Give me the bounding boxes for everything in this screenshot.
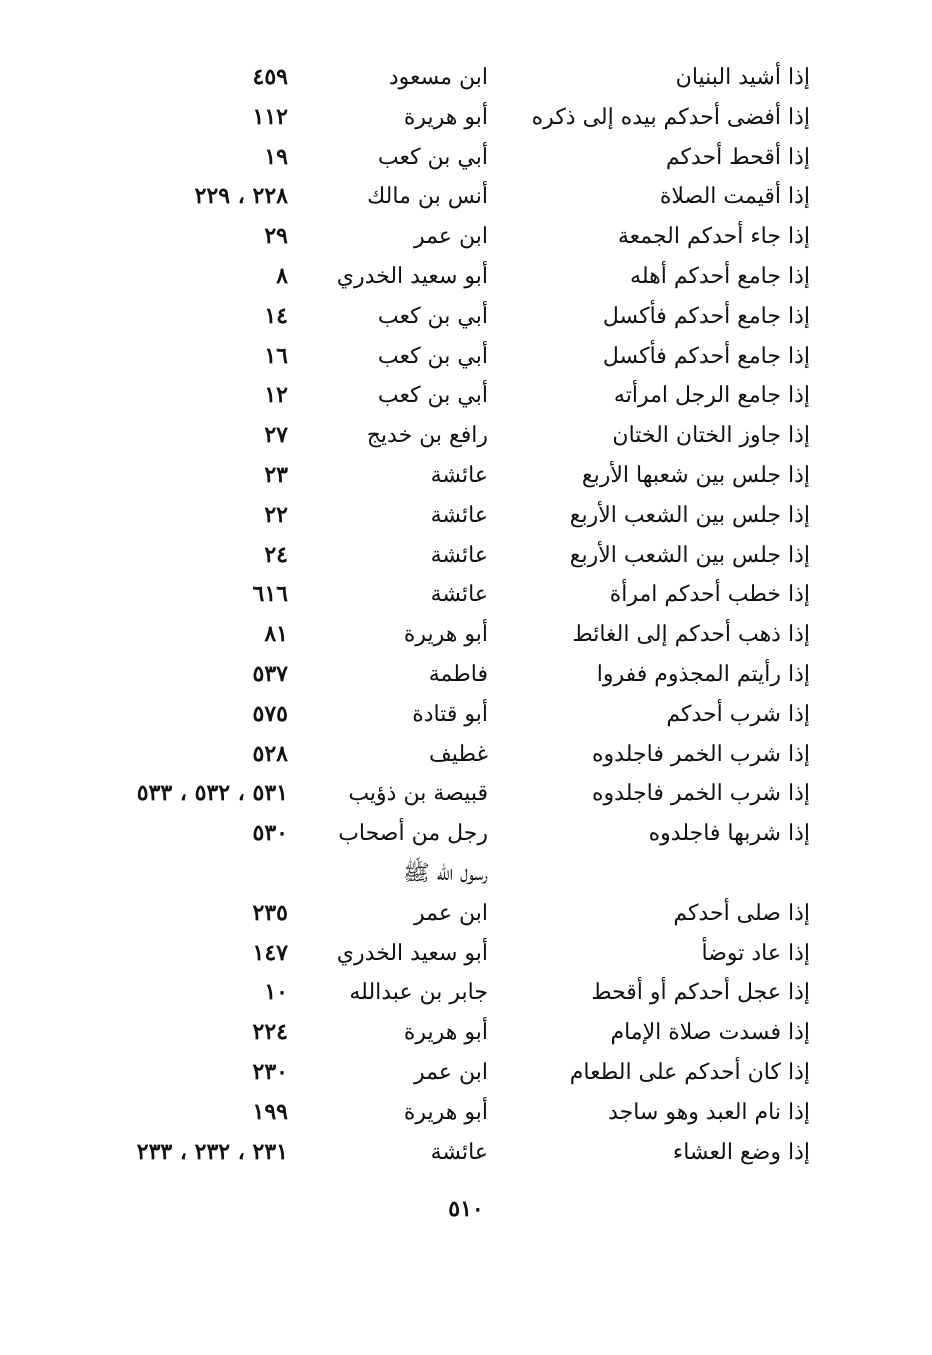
page-refs: ٦١٦ (252, 581, 288, 608)
page-refs: ١٤ (264, 302, 288, 329)
narrator-name: ابن عمر (414, 224, 488, 250)
table-row (0, 98, 932, 138)
narrator-name: أبي بن كعب (377, 383, 488, 409)
narrator-name: أبو سعيد الخدري (336, 940, 488, 966)
table-row (0, 1013, 932, 1053)
narrator-name: أبي بن كعب (377, 303, 488, 329)
narrator-name: رافع بن خديج (366, 423, 488, 449)
narrator-name: فاطمة (428, 661, 488, 687)
page-refs: ٤٥٩ (252, 64, 288, 90)
table-row (0, 814, 932, 854)
narrator-name: قبيصة بن ذؤيب (348, 781, 488, 807)
hadith-text: إذا شرب أحدكم (666, 701, 810, 727)
hadith-text: إذا شرب الخمر فاجلدوه (592, 781, 810, 807)
table-row (0, 695, 932, 735)
table-row (0, 496, 932, 536)
hadith-text: إذا ذهب أحدكم إلى الغائط (572, 622, 810, 648)
hadith-text: إذا عجل أحدكم أو أقحط (591, 980, 810, 1006)
page-refs: ٢٣١ ، ٢٣٢ ، ٢٣٣ (136, 1138, 288, 1165)
table-row (0, 257, 932, 297)
hadith-text: إذا أقيمت الصلاة (659, 184, 810, 210)
page-refs: ٨١ (264, 621, 288, 648)
hadith-text: إذا جلس بين شعبها الأربع (581, 462, 810, 488)
page-refs: ٥٣٧ (252, 660, 288, 687)
page-refs: ٢٣٥ (252, 899, 288, 926)
narrator-name: أبو هريرة (403, 622, 488, 648)
narrator-name: أبو سعيد الخدري (336, 263, 488, 289)
page-refs: ١٢ (264, 382, 288, 409)
narrator-name: ابن عمر (414, 900, 488, 926)
table-row (0, 217, 932, 257)
page-refs: ١١٢ (252, 103, 288, 130)
table-row (0, 774, 932, 814)
hadith-text: إذا جلس بين الشعب الأربع (569, 542, 810, 568)
page-refs: ٢٤ (264, 541, 288, 568)
hadith-text: إذا نام العبد وهو ساجد (608, 1099, 810, 1125)
table-row (0, 1133, 932, 1173)
table-row (0, 615, 932, 655)
hadith-text: إذا وضع العشاء (672, 1139, 810, 1165)
narrator-name: عائشة (430, 462, 488, 488)
index-table (0, 58, 932, 1172)
table-row (0, 416, 932, 456)
narrator-name: غطيف (429, 741, 488, 767)
hadith-text: إذا كان أحدكم على الطعام (569, 1059, 810, 1085)
narrator-name: أبي بن كعب (377, 144, 488, 170)
table-row (0, 655, 932, 695)
hadith-text: إذا عاد توضأ (701, 940, 810, 966)
narrator-name: رجل من أصحاب (338, 821, 488, 847)
hadith-text: إذا شرب الخمر فاجلدوه (592, 741, 810, 767)
table-row (0, 337, 932, 377)
page-refs: ١٩ (264, 143, 288, 170)
narrator-name: أبو هريرة (403, 1099, 488, 1125)
hadith-text: إذا جاوز الختان الختان (612, 423, 810, 449)
table-row (0, 177, 932, 217)
hadith-text: إذا رأيتم المجذوم ففروا (596, 661, 810, 687)
page-refs: ٢٣ (264, 461, 288, 488)
hadith-text: إذا فسدت صلاة الإمام (610, 1020, 810, 1046)
narrator-name: عائشة (430, 542, 488, 568)
narrator-name: عائشة (430, 502, 488, 528)
narrator-name: رسول الله ﷺ (403, 860, 488, 886)
page-refs: ١٩٩ (252, 1098, 288, 1125)
narrator-name: أبو هريرة (403, 1020, 488, 1046)
narrator-name: ابن عمر (414, 1059, 488, 1085)
hadith-text: إذا جامع أحدكم أهله (630, 263, 810, 289)
hadith-text: إذا جلس بين الشعب الأربع (569, 502, 810, 528)
table-row (0, 894, 932, 934)
page-refs: ١٤٧ (252, 939, 288, 966)
page-refs: ٢٢٨ ، ٢٢٩ (194, 183, 288, 210)
table-row (0, 1053, 932, 1093)
page-number: ٥١٠ (448, 1196, 484, 1222)
hadith-text: إذا جامع الرجل امرأته (613, 383, 810, 409)
page-refs: ٢٧ (264, 422, 288, 449)
table-row (0, 973, 932, 1013)
page-refs: ٨ (276, 262, 288, 289)
page-refs: ٢٣٠ (252, 1058, 288, 1085)
hadith-text: إذا جاء أحدكم الجمعة (617, 224, 810, 250)
table-row (0, 934, 932, 974)
table-row (0, 575, 932, 615)
page-refs: ١٦ (264, 342, 288, 369)
table-row (0, 1093, 932, 1133)
page-refs: ٢٢ (264, 501, 288, 528)
hadith-text: إذا خطب أحدكم امرأة (609, 582, 810, 608)
table-row (0, 376, 932, 416)
narrator-name: عائشة (430, 582, 488, 608)
page-refs: ٢٢٤ (252, 1019, 288, 1046)
page-refs: ١٠ (264, 979, 288, 1006)
narrator-name: أنس بن مالك (367, 184, 488, 210)
narrator-name: جابر بن عبدالله (349, 980, 488, 1006)
narrator-name: أبو هريرة (403, 104, 488, 130)
page-refs: ٥٧٥ (252, 700, 288, 727)
narrator-name: أبو قتادة (412, 701, 488, 727)
page-refs: ٥٣١ ، ٥٣٢ ، ٥٣٣ (136, 780, 288, 807)
table-row (0, 138, 932, 178)
hadith-text: إذا شربها فاجلدوه (648, 821, 810, 847)
page-refs: ٥٢٨ (252, 740, 288, 767)
hadith-text: إذا أشيد البنيان (675, 65, 810, 90)
table-row (0, 297, 932, 337)
narrator-name: أبي بن كعب (377, 343, 488, 369)
hadith-text: إذا أقحط أحدكم (665, 144, 810, 170)
hadith-text: إذا أفضى أحدكم بيده إلى ذكره (531, 104, 810, 130)
table-row (0, 536, 932, 576)
hadith-text: إذا جامع أحدكم فأكسل (602, 343, 810, 369)
page-refs: ٥٣٠ (252, 820, 288, 847)
table-row (0, 456, 932, 496)
narrator-name: ابن مسعود (388, 65, 488, 90)
table-row (0, 735, 932, 775)
page-refs: ٢٩ (264, 223, 288, 250)
table-row (0, 854, 932, 894)
hadith-text: إذا جامع أحدكم فأكسل (602, 303, 810, 329)
table-row (0, 58, 932, 98)
narrator-name: عائشة (430, 1139, 488, 1165)
hadith-text: إذا صلى أحدكم (673, 900, 810, 926)
